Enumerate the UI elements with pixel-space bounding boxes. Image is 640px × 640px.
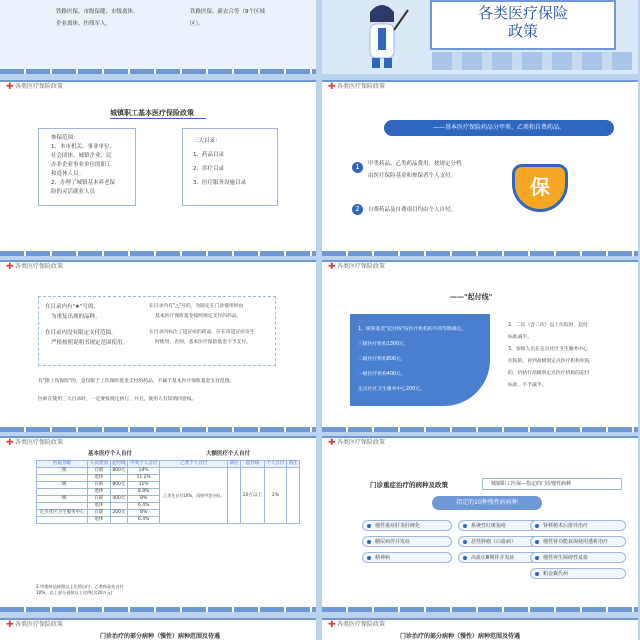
text-line: 三级医疗机构1300元， — [358, 342, 409, 347]
slide-4[interactable] — [0, 260, 316, 432]
text-line: 的，仍执行高级别定点医疗机构的起付 — [508, 371, 590, 376]
red-cross-icon: ✚ — [6, 82, 14, 92]
slide-7[interactable] — [322, 436, 638, 612]
table-cell — [110, 489, 128, 496]
chronic-tag-text: 城镇职工医保—指定的门诊慢性病种 — [491, 481, 572, 487]
peek-title-right: 门诊治疗的部分病种（慢性）病种范围及待遇 — [400, 633, 521, 640]
title-underline — [110, 118, 206, 119]
slide-6[interactable] — [0, 436, 316, 612]
table-cell: 20万以上 — [241, 468, 265, 524]
red-cross-icon: ✚ — [328, 82, 336, 92]
column-header: 个人自付 — [264, 461, 286, 468]
text-line: 住院的，再到高级别定点医疗机构住院 — [508, 359, 590, 364]
red-cross-icon: ✚ — [6, 438, 14, 448]
table-cell: 在职 — [88, 510, 110, 517]
column-header: 甲类个人自付 — [128, 461, 160, 468]
text-line: 一级医疗机构400元， — [358, 372, 406, 377]
table-cell: 2% — [264, 468, 286, 524]
table-cell — [110, 503, 128, 510]
table-row — [37, 468, 300, 475]
table-cell: 二级 — [37, 482, 88, 489]
column-header: 备注 — [229, 461, 239, 466]
slide-header — [322, 260, 638, 272]
slide-header — [322, 436, 638, 448]
table-cell-note: 乙类先自付10%，再按甲类分担。 — [160, 468, 228, 524]
column-header: 备注 — [288, 461, 298, 466]
group-basic: 基本医疗个人自付 — [88, 451, 133, 457]
table-cell: 8% — [128, 510, 160, 517]
table-cell — [37, 503, 88, 510]
column-header: 起付线 — [110, 461, 128, 468]
footer-band — [0, 427, 316, 432]
footer-band — [0, 607, 316, 612]
table-cell: 8% — [128, 496, 160, 503]
text-line: 二级医疗机构800元， — [358, 357, 406, 362]
note-indication-1: 在目录内标注了适应症的药品，应在该适应症发生 — [149, 330, 255, 335]
text-line: 3、参保人员在定点社区卫生服务中心 — [508, 347, 588, 352]
text-line: 办非企业事业单位的职工 — [51, 162, 112, 168]
disease-subtitle — [432, 496, 542, 510]
drug-category-banner — [384, 120, 614, 136]
table-cell: 14% — [128, 468, 160, 475]
slide-2[interactable] — [0, 80, 316, 256]
table-cell: 在职 — [88, 482, 110, 489]
text-line: 1、本市机关、事业单位、 — [51, 144, 116, 150]
table-cell — [287, 468, 300, 524]
slide-1-cover[interactable] — [322, 0, 638, 74]
slide1-text-2: 企业离休、伤残军人。 — [56, 21, 112, 27]
red-cross-icon: ✚ — [328, 438, 336, 448]
cover-title-box — [430, 0, 616, 50]
header-label: 各类医疗保险政策 — [15, 439, 64, 446]
text-line: 社会团体、城镇企业、民 — [51, 153, 112, 159]
slide-header — [0, 260, 316, 272]
disease-chip: 糖尿病伴并发症 — [362, 536, 452, 547]
group-large: 大额医疗个人自付 — [206, 451, 251, 457]
banner-text: ——基本医疗保险药品分甲类、乙类和自费药品。 — [432, 124, 565, 131]
table-cell: 退休 — [88, 503, 110, 510]
header-label: 各类医疗保险政策 — [15, 263, 64, 270]
chronic-tag — [482, 478, 622, 490]
red-cross-icon: ✚ — [328, 262, 336, 272]
item1-line1: 甲类药品、乙类药品费用，按规定分档 — [368, 161, 462, 167]
footer-band — [0, 69, 316, 74]
table-cell: 退休 — [88, 517, 110, 524]
text-line: 2、办理了城镇基本养老保 — [51, 180, 116, 186]
note-star-2: 为重复出现的品种。 — [51, 314, 101, 320]
reimbursement-table — [36, 460, 300, 524]
catalog-box — [182, 128, 278, 206]
disease-chip: 慢性再生障碍性贫血 — [530, 552, 626, 563]
slide-header — [322, 80, 638, 92]
note-range-1: 在目录内没有限定支付范围， — [45, 330, 117, 336]
note-physician: 医师在使用三大目录时，一定要按规定执行，并且，使用人有知情同意权。 — [38, 397, 197, 402]
text-line: 2、诊疗目录 — [193, 166, 224, 172]
deductible-panel — [350, 314, 490, 406]
catalog-notes-box — [38, 296, 276, 366]
table-cell: 在职 — [88, 468, 110, 475]
slide5-title: ——"起付线" — [450, 293, 493, 301]
table-cell: 200元 — [110, 510, 128, 517]
table-cell: 在职 — [88, 496, 110, 503]
text-line: 参保范围： — [51, 135, 79, 141]
text-line: 标准减半。 — [508, 335, 532, 340]
disease-chip: 慢性肾功能衰竭使用透析治疗 — [530, 536, 626, 547]
footer-band — [322, 607, 638, 612]
nurse-illustration — [342, 0, 422, 70]
table-cell: 400元 — [110, 496, 128, 503]
note-range-2: 严格按照说明书规定范围使用。 — [51, 340, 129, 346]
column-header: 人员类别 — [88, 461, 110, 468]
slide7-title: 门诊重症治疗的病种及政策 — [370, 481, 448, 489]
table-header-row — [37, 461, 300, 468]
header-label: 各类医疗保险政策 — [15, 83, 64, 90]
table-cell: 11.2% — [128, 475, 160, 482]
disease-chip: 肾移植术后排异治疗 — [530, 520, 626, 531]
note-triangle-1: 在目录内有"△"号的，为限定在门诊使用时由 — [149, 304, 244, 309]
column-header: 乙类个人自付 — [160, 461, 228, 468]
header-label: 各类医疗保险政策 — [337, 83, 386, 90]
deductible-rules — [508, 320, 590, 392]
text-line: 定点社区卫生服务中心200元。 — [358, 387, 425, 392]
text-line: 1、药品目录 — [193, 152, 224, 158]
peek-title-left: 门诊治疗的部分病种（慢性）病种范围及待遇 — [100, 633, 221, 640]
footer-band — [0, 251, 316, 256]
header-label: 各类医疗保险政策 — [337, 439, 386, 446]
header-label: 各类医疗保险政策 — [337, 621, 386, 628]
item-number-2: 2 — [352, 204, 363, 215]
slide-1-left[interactable] — [0, 0, 316, 74]
disease-chip: 系统性红斑狼疮 — [458, 520, 548, 531]
table-footer: 2.甲类药品按照以上比例自付：乙类药品先自付10%，以上部分再按以上比例(含20万元) — [36, 584, 124, 595]
footer-band — [322, 251, 638, 256]
disease-chip: 帕金森氏病 — [530, 568, 626, 579]
text-line: 3、医疗服务设施目录 — [193, 180, 246, 186]
shield-icon — [512, 164, 568, 212]
note-injury: 有"限工伤保险"的，是仅限于工伤保险基金支付的药品，不属于基本医疗保险基金支付范围。 — [38, 379, 235, 384]
disease-chip: 恶性肿瘤（白血病） — [458, 536, 548, 547]
table-cell: 11% — [128, 482, 160, 489]
table-cell — [110, 517, 128, 524]
disease-chip: 慢性重症肝炎肝硬化 — [362, 520, 452, 531]
table-cell: 退休 — [88, 475, 110, 482]
table-cell — [228, 468, 241, 524]
red-cross-icon: ✚ — [6, 262, 14, 272]
table-cell: 800元 — [110, 482, 128, 489]
red-cross-icon: ✚ — [6, 620, 14, 630]
slide-header — [0, 618, 316, 630]
slide1-text-1: 铁路医保、市级保健、市级离休、 — [56, 9, 139, 15]
disease-chip: 高血压Ⅲ期伴并发症 — [458, 552, 548, 563]
item1-line2: 由医疗保险基金和参保者个人支付。 — [368, 173, 457, 179]
table-cell: 三级 — [37, 468, 88, 475]
slide2-title: 城镇职工基本医疗保险政策 — [110, 109, 194, 117]
text-line: 和退休人员。 — [51, 171, 85, 177]
cover-title-line2: 政策 — [507, 22, 538, 40]
header-label: 各类医疗保险政策 — [15, 621, 64, 628]
note-star-1: 在目录内有"★"号的， — [45, 304, 99, 310]
slide-3[interactable] — [322, 80, 638, 256]
text-line: 2、二次（含二次）以上住院时，起付 — [508, 323, 588, 328]
table-cell: 一级 — [37, 496, 88, 503]
table-cell — [37, 489, 88, 496]
table-cell: 8.8% — [128, 489, 160, 496]
slide1-text-3: 铁路医保、新农合等（9个区域 — [190, 9, 266, 15]
table-cell: 退休 — [88, 489, 110, 496]
table-cell — [37, 475, 88, 482]
slide-header — [0, 80, 316, 92]
item2-line1: 自费药品及自费项目均由个人自付。 — [368, 207, 457, 213]
slide-header — [0, 436, 316, 448]
building-bg — [432, 52, 632, 70]
footer-band — [322, 427, 638, 432]
table-cell: 定点社区卫生服务中心 — [37, 510, 88, 517]
table-cell: 6.4% — [128, 503, 160, 510]
disease-chip: 精神病 — [362, 552, 452, 563]
slide-8-peek-left[interactable] — [0, 618, 316, 640]
note-triangle-2: 基本医疗保险基金按照规定支付的药品。 — [155, 314, 242, 319]
slide1-text-4: 区）。 — [190, 21, 204, 27]
item-number-1: 1 — [352, 162, 363, 173]
red-cross-icon: ✚ — [328, 620, 336, 630]
text-line: 1、统筹基金"起付线"按医疗机构的不同等级确定。 — [358, 327, 467, 332]
shield-char: 保 — [530, 175, 550, 199]
slide-header — [322, 618, 638, 630]
scope-box — [38, 128, 136, 206]
disease-subtitle-text: 指定的10种慢性病病种 — [456, 499, 518, 506]
slide-5[interactable] — [322, 260, 638, 432]
cover-title-line1: 各类医疗保险 — [477, 4, 568, 22]
text-line: 三大目录： — [193, 138, 221, 144]
text-line: 险的灵活就业人员 — [51, 189, 96, 195]
header-label: 各类医疗保险政策 — [337, 263, 386, 270]
note-indication-2: 时使用，否则，基本医疗保险基金不予支付。 — [155, 340, 251, 345]
column-header: 医院等级 — [37, 461, 88, 468]
table-cell: 6.4% — [128, 517, 160, 524]
text-line: 标准，不予减半。 — [508, 383, 547, 388]
column-header: 起付线 — [241, 461, 265, 468]
table-cell — [37, 517, 88, 524]
slide-8-peek-right[interactable] — [322, 618, 638, 640]
table-cell: 800元 — [110, 468, 128, 475]
table-cell — [110, 475, 128, 482]
